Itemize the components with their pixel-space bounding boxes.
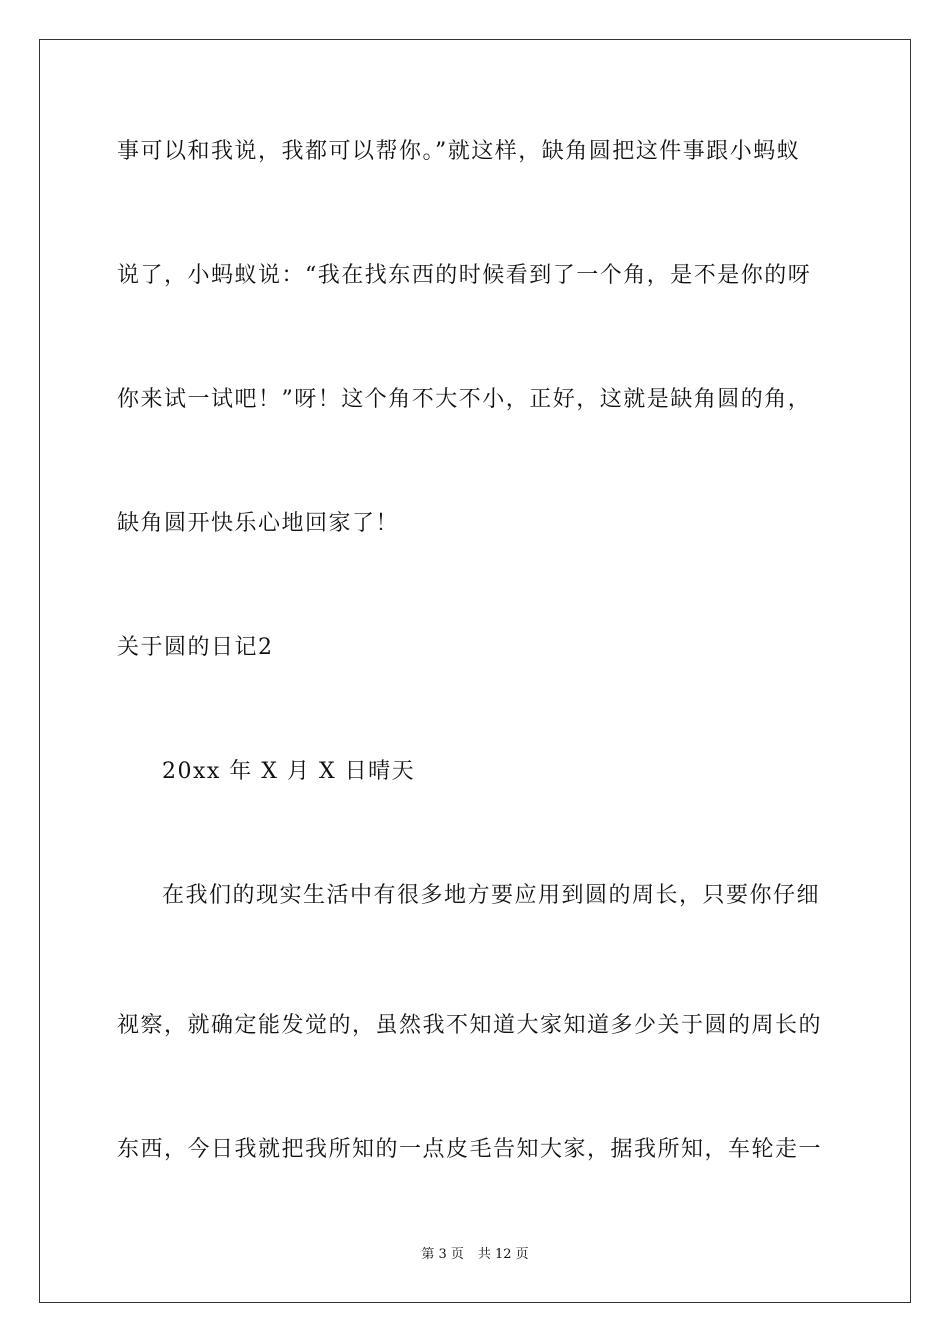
paragraph-line-3: 东西，今日我就把我所知的一点皮毛告知大家，据我所知，车轮走一	[117, 1137, 823, 1162]
page-footer	[0, 1246, 950, 1264]
text-line-1: 事可以和我说，我都可以帮你。”就这样，缺角圆把这件事跟小蚂蚁	[117, 139, 801, 164]
date-line: 20xx 年 X 月 X 日晴天	[162, 759, 416, 784]
text-line-3: 你来试一试吧！”呀！这个角不大不小，正好，这就是缺角圆的角，	[117, 387, 812, 412]
section-heading: 关于圆的日记2	[117, 635, 274, 660]
text-line-4: 缺角圆开快乐心地回家了！	[117, 511, 400, 536]
page-number: 第 3 页	[421, 1247, 464, 1262]
text-line-2: 说了，小蚂蚁说：“我在找东西的时候看到了一个角，是不是你的呀	[117, 263, 812, 288]
paragraph-line-2: 视察，就确定能发觉的，虽然我不知道大家知道多少关于圆的周长的	[117, 1013, 823, 1038]
page-frame	[39, 39, 911, 1303]
total-pages: 共 12 页	[477, 1247, 529, 1262]
paragraph-line-1: 在我们的现实生活中有很多地方要应用到圆的周长，只要你仔细	[162, 883, 821, 908]
